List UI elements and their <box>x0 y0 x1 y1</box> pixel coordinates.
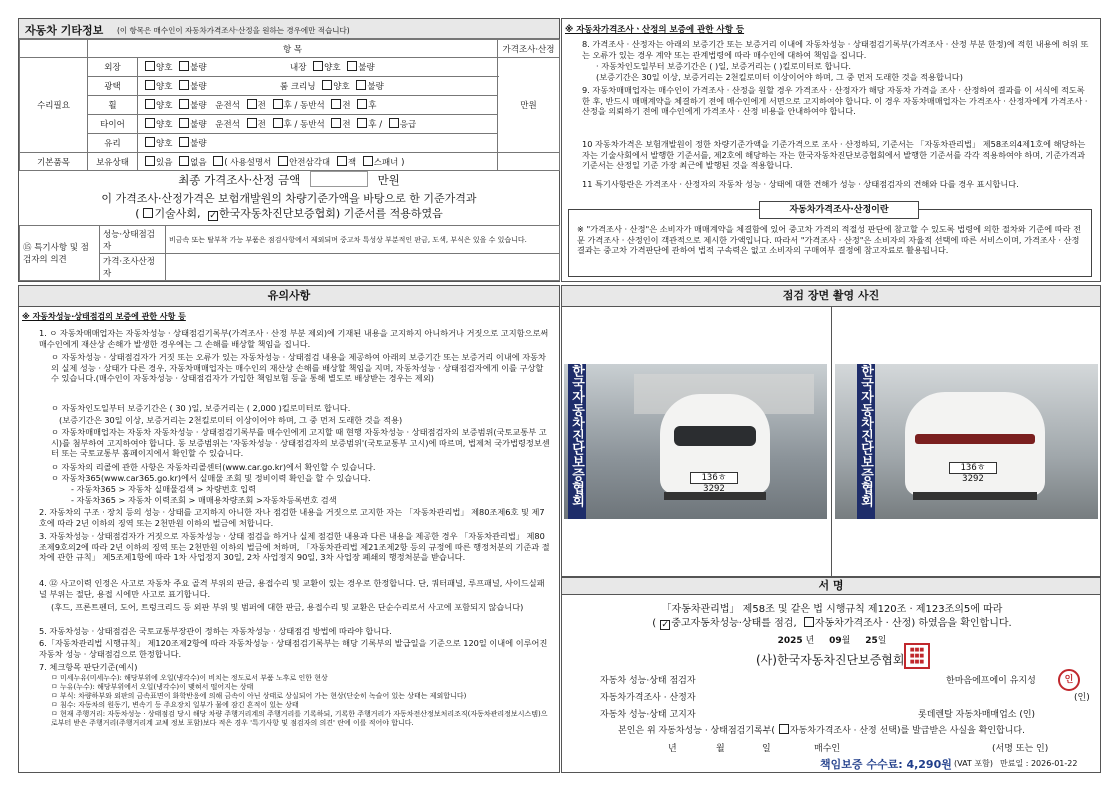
issue-date: 2025 년 09월 25일 <box>777 636 887 646</box>
glass-bad-checkbox[interactable] <box>179 137 189 147</box>
caution-1h: - 자동차365 > 자동차 실매물검색 > 차량번호 입력 <box>71 484 256 494</box>
room-bad-checkbox[interactable] <box>356 80 366 90</box>
inspector-row-label: 자동차 성능·상태 점검자 <box>600 676 696 686</box>
caution-4: 4. ⑫ 사고이력 인정은 사고로 자동차 주요 골격 부위의 판금, 용접수리 및 교환이 있는 경우로 한정합니다. 단, 쿼터패널, 루프패널, 사이드실패널 부위는 절단, 용접 시에만 사고로 표기합니다. <box>39 578 545 599</box>
confirm-price-checkbox[interactable] <box>804 617 814 627</box>
glass-good-checkbox[interactable] <box>145 137 155 147</box>
condition-table: 항 목 가격조사·산정 수리필요 외장 양호 불량 내장 양호 불량 만원 광택 양호 불량 룸 크리닝 양호 불량 휠 양호 불량 운전석 전 후 / 동반석 전 후 타이어 양호 불량 운전석 전 후 / 동반석 전 후 / 응급 유리 양호 불량 기본품목 보유상태 있음 없음 ( 사용설명서 안전삼각대 잭 스패너 ) <box>19 39 560 171</box>
inspection-photo-rear <box>835 364 1098 519</box>
item-9: 9. 자동차매매업자는 매수인이 가격조사 · 산정을 원할 경우 가격조사 · 산정자가 해당 자동차 가격을 조사 · 산정하여 결과를 이 서식에 적도록 한 후, 반드시 매매계약을 체결하기 전에 매수인에게 서면으로 고지하여야 합니다. 이 경우 자동차매매업자는 가격조사 · 산정자에게 가격조사 · 산정을 의뢰하기 전에 매수인에게 가격조사 · 산정 비용을 안내하여야 합니다. <box>582 85 1088 117</box>
notifier-row-label: 자동차 성능·상태 고지자 <box>600 710 696 720</box>
final-price-row: 최종 가격조사·산정 금액 만원 <box>178 173 400 187</box>
item-8b: · 자동차인도일부터 보증기간은 ( )일, 보증거리는 ( )킬로미터로 합니다. <box>596 61 851 71</box>
fee-label: 책임보증 수수료: 4,290원 <box>820 758 952 771</box>
price-guarantee-section <box>561 18 1101 282</box>
caution-1c: ㅇ 자동차인도일부터 보증기간은 ( 30 )일, 보증거리는 ( 2,000 )킬로미터로 합니다. <box>51 403 351 413</box>
org-name: (사)한국자동차진단보증협회 <box>756 653 905 667</box>
tire-prear-checkbox[interactable] <box>357 118 367 128</box>
inspector-note: 비금속 또는 탈부착 가능 부품은 점검사항에서 제외되며 중고차 특성상 부분적인 판금, 도색, 부식은 있을 수 있습니다. <box>166 226 560 254</box>
caution-1: 1. ㅇ 자동차매매업자는 자동차성능 · 상태점검기록부(가격조사 · 산정 부분 제외)에 기재된 내용을 고지하지 아니하거나 거짓으로 고지함으로써 매수인에게 재산상 손해가 발생한 경우에는 그 손해를 배상할 책임을 집니다. <box>39 328 549 349</box>
confirm-line: (✓ 중고자동차성능·상태를 점검, 자동차가격조사 · 산정) 하였음을 확인합니다. <box>562 614 1102 630</box>
vehicle-other-info <box>18 18 560 282</box>
receipt-price-checkbox[interactable] <box>779 724 789 734</box>
manual-checkbox[interactable] <box>213 156 223 166</box>
buyer-label: 매수인 <box>814 744 841 754</box>
item-10: 10 자동차가격은 보험개발원이 정한 차량기준가액을 기준가격으로 조사 · 산정하되, 기준서는 「자동차관리법」 제58조의4제1호에 해당하는 자는 기술사회에서 발행한 기준서를, 제2호에 해당하는 자는 한국자동차진단보증협회에서 발행한 기준서를 각각 적용하여야 하며, 기준가격과 기준서는 산정일 기준 가장 최근에 발행된 것을 적용합니다. <box>582 139 1086 171</box>
caution-1i: - 자동차365 > 자동차 이력조회 > 매매용차량조회 >자동차등록번호 검색 <box>71 495 337 505</box>
notifier-row-value: 롯데렌탈 자동차매매업소 (인) <box>918 710 1036 720</box>
final-price-label: 최종 가격조사·산정 금액 <box>178 173 301 187</box>
basis-kadia-checkbox[interactable] <box>208 211 218 221</box>
caution-7: 7. 체크항목 판단기준(예시) <box>39 662 138 672</box>
kadia-banner-2: 한국자동차진단보증협회 <box>857 364 875 519</box>
caution-4b: (후드, 프론트펜더, 도어, 트렁크리드 등 외판 부위 및 범퍼에 대한 판금, 용접수리 및 교환은 단순수리로서 사고에 포함되지 않습니다) <box>51 602 524 612</box>
caution-header: 유의사항 <box>18 285 560 307</box>
section-title: ※ 자동차가격조사ㆍ산정의 보증에 관한 사항 등 <box>565 25 745 35</box>
wheel-good-checkbox[interactable] <box>145 99 155 109</box>
wheel-rear-checkbox[interactable] <box>273 99 283 109</box>
interior-good-checkbox[interactable] <box>313 61 323 71</box>
gloss-bad-checkbox[interactable] <box>179 80 189 90</box>
interior-bad-checkbox[interactable] <box>347 61 357 71</box>
inspector-row-value: 한마음에프에이 유지성 <box>946 676 1036 686</box>
row-exterior: 외장 <box>88 58 138 77</box>
exterior-good-checkbox[interactable] <box>145 61 155 71</box>
tire-front-checkbox[interactable] <box>247 118 257 128</box>
price-definition-box <box>568 205 1092 277</box>
none-checkbox[interactable] <box>179 156 189 166</box>
triangle-checkbox[interactable] <box>278 156 288 166</box>
law-line: 「자동차관리법」 제58조 및 같은 법 시행규칙 제120조 · 제123조의5에 따라 <box>661 604 1003 615</box>
row-tire: 타이어 <box>88 115 138 134</box>
section-subtitle: (이 항목은 매수인이 자동차가격조사·산정을 원하는 경우에만 적습니다) <box>117 26 350 35</box>
wheel-pfront-checkbox[interactable] <box>331 99 341 109</box>
section-title-bar <box>19 19 559 39</box>
caution-3: 3. 자동차성능 · 상태점검자가 거짓으로 자동차성능 · 상태 점검을 하거나 실제 점검한 내용과 다른 내용을 제공한 경우 「자동차관리법」 제80조제9호의2에 따라 2년 이하의 징역 또는 2천만원 이하의 벌금에 처하며, 「자동차관리법 제21조제2항 등의 규정에 따른 행정처분의 기준과 절차에 관한 규칙」 제5조제1항에 따라 1차 사업정지 30일, 2차 사업정지 90일, 3차 사업장 폐쇄의 행정처분을 받습니다. <box>39 531 550 563</box>
caution-1e: ㅇ 자동차매매업자는 자동차 자동차성능 · 상태점검기록부를 매수인에게 고지할 때 현행 자동차성능 · 상태점검자의 보증범위(국토교통부 고시)를 첨부하여 고지하여야 합니다. 동 보증범위는 '자동차성능 · 상태점검자의 보증범위'(국토교통부 고시)에 따르며, 법제처 국가법령정보센터 또는 국토교통부 홈페이지에서 확인할 수 있습니다. <box>51 427 550 459</box>
col-items: 항 목 <box>88 40 498 58</box>
row-gloss: 광택 <box>88 77 138 96</box>
repair-label: 수리필요 <box>20 58 88 153</box>
expiry-date: 만료일 : 2026-01-22 <box>1000 759 1078 768</box>
caution-1b: ㅇ 자동차성능 · 상태점검자가 거짓 또는 오류가 있는 자동차성능 · 상태점검 내용을 제공하여 아래의 보증기간 또는 보증거리 이내에 자동차의 실제 성능 · 상태가 다른 경우, 자동차매매업자는 매수인의 재산상 손해를 배상할 책임을 지며, 자동차성능 · 상태점검자에게 이를 구상할 수 있습니다.(매수인이 자동차성능 · 상태점검자가 가입한 책임보험 등을 통해 별도로 배상받는 경우는 제외) <box>51 352 546 384</box>
tire-bad-checkbox[interactable] <box>179 118 189 128</box>
appraiser-row-label: 자동차가격조사 · 산정자 <box>600 693 696 703</box>
receipt-line: 본인은 위 자동차성능 · 상태점검기록부( 자동차가격조사 · 산정 선택)를 발급받은 사실을 확인합니다. <box>618 726 1025 736</box>
kadia-banner: 한국자동차진단보증협회 <box>568 364 586 519</box>
inspector-label: 성능·상태점검자 <box>100 226 166 254</box>
buyer-sign[interactable]: (서명 또는 인) <box>992 744 1049 754</box>
special-label: ⑮ 특기사항 및 점검자의 의견 <box>20 226 100 281</box>
box-title: 자동차가격조사·산정이란 <box>759 201 919 219</box>
spanner-checkbox[interactable] <box>363 156 373 166</box>
wheel-prear-checkbox[interactable] <box>357 99 367 109</box>
section-title: 자동차 기타정보 <box>25 24 104 37</box>
fee-note: (VAT 포함) <box>954 759 993 768</box>
price-basis: 이 가격조사·산정가격은 보험개발원의 차량기준가액을 바탕으로 한 기준가격과 ( 기술사회, ✓ 한국자동차진단보증협회) 기준서를 적용하였음 <box>19 191 559 221</box>
final-price-input[interactable] <box>310 171 368 187</box>
criteria-4: ㅁ 침수: 자동차의 원동기, 변속기 등 주요장치 일부가 물에 잠긴 흔적이 있는 상태 <box>51 701 299 709</box>
special-notes-table <box>19 225 560 281</box>
plate-1: 136ㅎ3292 <box>690 472 738 484</box>
inspection-photo-front <box>564 364 827 519</box>
signature-section: 「자동차관리법」 제58조 및 같은 법 시행규칙 제120조 · 제123조의5에 따라 (✓ 중고자동차성능·상태를 점검, 자동차가격조사 · 산정) 하였음을 확인합니다. 2025 년 09월 25일 (사)한국자동차진단보증협회 ■■■ ■■■ ■■■ 자동차 성능·상태 점검자 한마음에프에이 유지성 인 자동차가격조사 · 산정자 (인) 자동차 성능·상태 고지자 롯데렌탈 자동차매매업소 (인) 본인은 위 자동차성능 · 상태점검기록부( 자동차가격조사 · 산정 선택)를 발급받은 사실을 확인합니다. 년 월 일 매수인 (서명 또는 인) 책임보증 수수료: 4,290원 (VAT 포함) 만료일 : 2026-01-22 <box>561 595 1101 773</box>
appraiser-label: 가격·조사산정자 <box>100 254 166 281</box>
row-room-clean: 룸 크리닝 <box>279 82 316 92</box>
photos-header: 점검 장면 촬영 사진 <box>561 285 1101 307</box>
appraiser-sign[interactable]: (인) <box>1074 693 1090 703</box>
caution-1f: ㅇ 자동차의 리콜에 관한 사항은 자동차리콜센터(www.car.go.kr)에서 확인할 수 있습니다. <box>51 462 376 472</box>
caution-section <box>18 307 560 773</box>
row-interior: 내장 <box>289 63 307 73</box>
inspector-stamp: 인 <box>1058 669 1080 691</box>
col-price: 가격조사·산정 <box>498 40 560 58</box>
criteria-5: ㅁ 현재 주행거리: 자동차성능 · 상태점검 당시 해당 차량 주행거리계의 주행거리를 기록하되, 기록한 주행거리가 자동차전산정보처리조직(자동차관리정보시스템)으로부터 받은 주행거리(주행거리계 교체 정보 포함)보다 적은 경우 '특기사항 및 점검자의 의견' 란에 이를 적어야 합니다. <box>51 710 548 727</box>
row-wheel: 휠 <box>88 96 138 115</box>
tire-emergency-checkbox[interactable] <box>389 118 399 128</box>
price-unit: 만원 <box>498 58 560 153</box>
wheel-bad-checkbox[interactable] <box>179 99 189 109</box>
box-text: ※ "가격조사 · 산정"은 소비자가 매매계약을 체결함에 있어 중고차 가격의 적절성 판단에 참고할 수 있도록 법령에 의한 절차와 기준에 따라 전문 가격조사 · 산정인이 객관적으로 제시한 가액입니다. 따라서 "가격조사 · 산정"은 소비자의 자율적 선택에 따른 서비스이며, 가격조사 · 산정 결과는 중고차 가격판단에 관하여 법적 구속력은 없고 소비자의 구매여부 결정에 참고자료로 활용됩니다. <box>577 224 1082 256</box>
criteria-1: ㅁ 미세누유(미세누수): 해당부위에 오일(냉각수)이 비치는 정도로서 부품 노후로 인한 현상 <box>51 674 328 682</box>
row-glass: 유리 <box>88 134 138 153</box>
jack-checkbox[interactable] <box>337 156 347 166</box>
caution-1g: ㅇ 자동차365(www.car365.go.kr)에서 실매물 조회 및 정비이력 확인을 할 수 있습니다. <box>51 473 371 483</box>
have-checkbox[interactable] <box>145 156 155 166</box>
tire-good-checkbox[interactable] <box>145 118 155 128</box>
signature-header: 서 명 <box>561 577 1101 595</box>
confirm-inspection-checkbox[interactable] <box>660 620 670 630</box>
item-8c: (보증기간은 30일 이상, 보증거리는 2천킬로미터 이상이어야 하며, 그 중 먼저 도래한 것을 적용합니다) <box>596 72 963 82</box>
item-8: 8. 가격조사 · 산정자는 아래의 보증기간 또는 보증거리 이내에 자동차성능 · 상태점검기록부(가격조사 · 산정 부분 한정)에 적힌 내용에 허위 또는 오류가 있는 경우 계약 또는 관계법령에 따라 매수인에 대하여 책임을 집니다. <box>582 39 1089 60</box>
item-11: 11 특기사항란은 가격조사 · 산정자의 자동차 성능 · 상태에 대한 견해가 성능 · 상태점검자의 견해와 다를 경우 표시합니다. <box>582 179 1019 189</box>
caution-title: ※ 자동차성능·상태점검의 보증에 관한 사항 등 <box>22 312 186 321</box>
room-good-checkbox[interactable] <box>322 80 332 90</box>
exterior-bad-checkbox[interactable] <box>179 61 189 71</box>
plate-2: 136ㅎ3292 <box>949 462 997 474</box>
caution-6: 6.「자동차관리법 시행규칙」 제120조제2항에 따라 자동차성능 · 상태점검기록부는 해당 기록부의 발급일을 기준으로 120일 이내에 이루어진 자동차 성능 · 상태점검으로 한정합니다. <box>39 638 548 659</box>
wheel-front-checkbox[interactable] <box>247 99 257 109</box>
tire-rear-checkbox[interactable] <box>273 118 283 128</box>
basic-label: 기본품목 <box>20 153 88 171</box>
tire-pfront-checkbox[interactable] <box>331 118 341 128</box>
caution-1d: (보증기간은 30일 이상, 보증거리는 2천킬로미터 이상이어야 하며, 그 중 먼저 도래한 것을 적용) <box>59 415 403 425</box>
possession-label: 보유상태 <box>88 153 138 171</box>
photos-section <box>561 307 1101 577</box>
caution-5: 5. 자동차성능 · 상태점검은 국토교통부장관이 정하는 자동차성능 · 상태점검 방법에 따라야 합니다. <box>39 626 392 636</box>
org-seal: ■■■ ■■■ ■■■ <box>904 643 930 669</box>
caution-2: 2. 자동차의 구조 · 장치 등의 성능 · 상태를 고지하지 아니한 자나 점검한 내용을 거짓으로 고지한 자는 「자동차관리법」 제80조제6호 및 제7호에 따라 2년 이하의 징역 또는 2천만원 이하의 벌금에 처합니다. <box>39 507 545 528</box>
criteria-3: ㅁ 부식: 차량하부와 외판의 금속표면이 화학반응에 의해 금속이 아닌 상태로 상실되어 가는 현상(단순히 녹슬어 있는 상태는 제외합니다) <box>51 692 467 700</box>
criteria-2: ㅁ 누유(누수): 해당부위에서 오일(냉각수)이 맺혀서 떨어지는 상태 <box>51 683 254 691</box>
basis-tech-checkbox[interactable] <box>143 208 153 218</box>
gloss-good-checkbox[interactable] <box>145 80 155 90</box>
